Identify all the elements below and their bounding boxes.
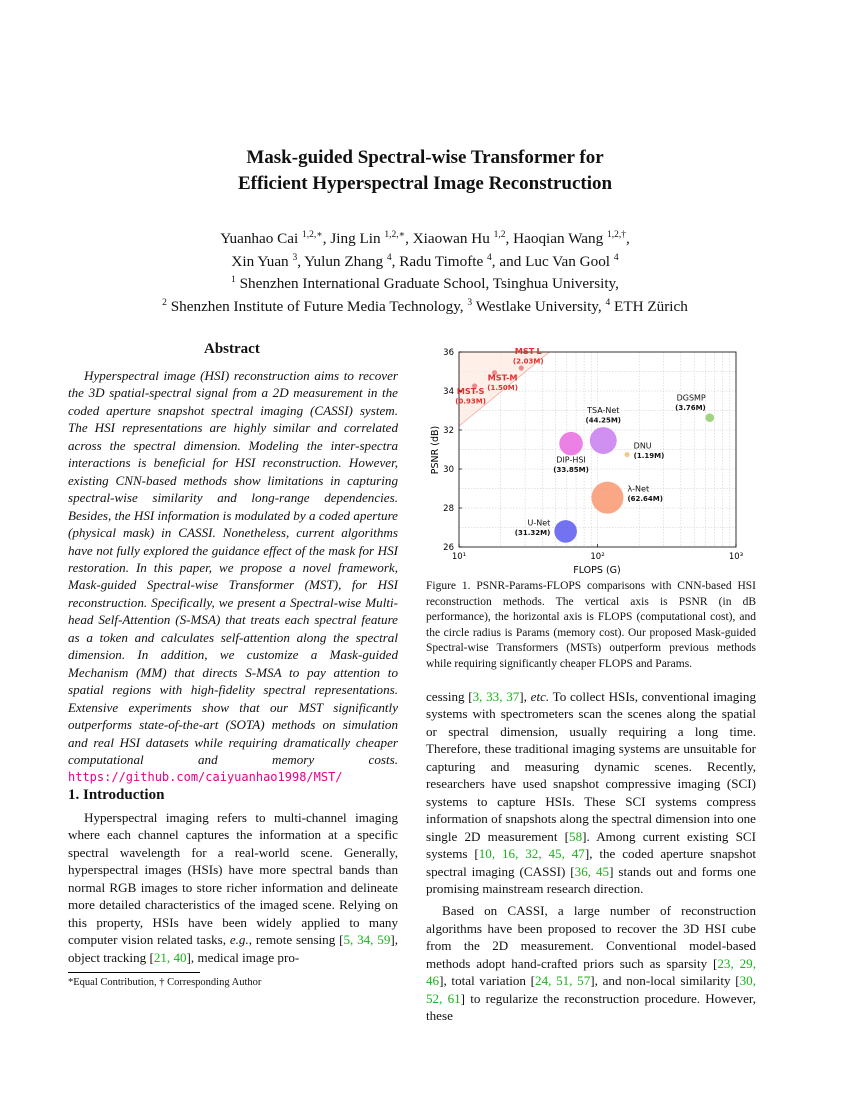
affil-sup: 2 <box>162 297 167 308</box>
citation-link[interactable]: 3, 33, 37 <box>472 689 520 704</box>
authors-line-1: Yuanhao Cai $^{1,2,∗}$, Jing Lin $^{1,2,∗}$, Xiaowan Hu $^{1,2}$, Haoqian Wang $^{1,2,\dagger}$, <box>220 230 630 248</box>
point-label-name: DGSMP <box>676 393 706 403</box>
point-label-params: (1.50M) <box>487 384 518 393</box>
citation-link[interactable]: 5, 34, 59 <box>343 932 391 948</box>
point-label-name: TSA-Net <box>587 406 620 416</box>
data-point--net <box>591 482 623 514</box>
author-sup: 4 <box>613 252 619 263</box>
citation-link[interactable]: 10, 16, 32, 45, 47 <box>478 846 585 862</box>
data-point-dip-hsi <box>559 432 583 456</box>
citation-link[interactable]: 23, 29, 46 <box>426 955 756 989</box>
y-tick-label: 28 <box>443 504 454 514</box>
figure-caption: Figure 1. PSNR-Params-FLOPS comparisons with CNN-based HSI reconstruction methods. The vertical axis is PSNR (in dB performance), the horizontal axis is FLOPS (computational cost), and the circle radius is Params (memory cost). Our proposed Mask-guided Spectral-wise Transformers (MSTs) outperform previous methods while requiring significantly cheaper FLOPS and Params. <box>426 580 756 670</box>
author-sup: 4 <box>487 252 492 263</box>
point-label-name: DNU <box>633 441 652 451</box>
title-line-2: Efficient Hyperspectral Image Reconstruction <box>237 173 613 194</box>
body-text: ], the coded aperture snapshot spectral imaging (CASSI) [ <box>426 846 757 879</box>
section-heading-introduction: 1. Introduction <box>68 787 165 803</box>
point-label-name: MST-L <box>514 345 542 356</box>
point-label-params: (0.93M) <box>455 397 486 406</box>
point-label-name: U-Net <box>527 518 551 528</box>
psnr-flops-chart <box>426 340 766 578</box>
intro-body <box>68 809 398 966</box>
author-sup: 1,2 <box>493 230 506 240</box>
code-link[interactable]: https://github.com/caiyuanhao1998/MST/ <box>68 770 343 785</box>
point-label-params: (3.76M) <box>675 404 706 413</box>
author-sup: 1,2,† <box>606 230 626 240</box>
citation-link[interactable]: 21, 40 <box>153 949 187 965</box>
point-label-name: MST-M <box>487 372 518 383</box>
point-label-params: (31.32M) <box>514 528 551 537</box>
author-sup: 4 <box>386 252 392 263</box>
abstract-text: Hyperspectral image (HSI) reconstruction aims to recover the 3D spatial-spectral signal from a 2D measurement in the coded aperture snapshot spectral imaging (CASSI) system. The HSI representations are highly similar and correlated across the spectral dimension. Modeling the inter-spectra interactions is beneficial for HSI reconstruction. However, existing CNN-based methods show limitations in capturing spectral-wise similarity and long-range dependencies. Besides, the HSI information is modulated by a coded aperture (physical mask) in CASSI. Nonetheless, current algorithms have not fully explored the guidance effect of the mask for HSI restoration. In this paper, we propose a novel framework, Mask-guided Spectral-wise Transformer (MST), for HSI reconstruction. Specifically, we present a Spectral-wise Multi-head Self-Attention (S-MSA) that treats each spectral feature as a token and calculates self-attention along the spectral dimension. In addition, we customize a Mask-guided Mechanism (MM) that directs S-MSA to pay attention to spatial regions with high-fidelity spectral representations. Extensive experiments show that our MST significantly outperforms state-of-the-art (SOTA) methods on simulation and real HSI datasets while requiring dramatically cheaper computational and memory costs. <box>68 368 398 767</box>
y-tick-label: 36 <box>443 348 454 358</box>
y-tick-label: 32 <box>443 426 454 436</box>
body-text: ], and non-local similarity [ <box>590 973 740 989</box>
citation-link[interactable]: 30, 52, 61 <box>426 973 756 1006</box>
y-tick-label: 34 <box>443 387 454 397</box>
citation-link[interactable]: 36, 45 <box>574 863 610 879</box>
author-sup: 1,2,∗ <box>302 230 323 240</box>
affil-sup: 3 <box>467 297 473 308</box>
abstract-body <box>68 367 398 787</box>
body-text: ], total variation [ <box>439 973 536 989</box>
intro-text: ], object tracking [ <box>68 932 399 965</box>
affiliation: Shenzhen Institute of Future Media Technology, <box>170 297 464 315</box>
author-name: Xin Yuan <box>231 252 289 270</box>
affiliation: Westlake University, <box>475 297 602 315</box>
affiliation: ETH Zürich <box>614 297 688 315</box>
footnote-divider <box>68 972 200 973</box>
body-text: ] stands out and forms one promising mainstream research direction. <box>426 863 756 896</box>
data-point-tsa-net <box>590 427 617 454</box>
point-label-name: MST-S <box>456 385 485 396</box>
data-point-dgsmp <box>705 413 714 422</box>
y-tick-label: 30 <box>443 465 454 475</box>
data-point-u-net <box>554 520 577 543</box>
citation-link[interactable]: 58 <box>569 828 583 844</box>
x-axis-label: FLOPS (G) <box>573 565 621 576</box>
intro-text: , remote sensing [ <box>248 932 344 948</box>
point-label-params: (1.19M) <box>633 452 665 461</box>
intro-text: Hyperspectral imaging refers to multi-channel imaging where each channel captures the information at a specific spectral wavelength for a real-world scene. Generally, hyperspectral images (HSIs) have more spectral bands than normal RGB images to store richer information and delineate more detailed characteristics of the imaged scene. Relying on this property, HSIs have been widely applied to many computer vision related tasks, <box>68 810 398 948</box>
body-text: ] to regularize the reconstruction procedure. However, these <box>426 990 757 1024</box>
author-name: and Luc Van Gool <box>499 252 611 270</box>
author-sup: 3 <box>292 252 298 263</box>
author-name: Jing Lin <box>330 230 381 248</box>
author-name: Xiaowan Hu <box>412 230 490 248</box>
x-tick-label: 10¹ <box>451 552 467 562</box>
intro-text: ], medical image pro- <box>186 949 300 965</box>
author-name: Haoqian Wang <box>513 230 604 248</box>
footnote: *Equal Contribution, † Corresponding Author <box>68 977 262 988</box>
authors-block <box>0 226 850 316</box>
body-text: cessing [ <box>426 689 473 704</box>
affiliation-line-2 <box>0 294 850 317</box>
authors-line-2: Xin Yuan $^3$, Yulun Zhang $^4$, Radu Timofte $^4$, and Luc Van Gool $^4$ <box>231 252 619 270</box>
point-label-params: (33.85M) <box>553 465 589 474</box>
citation-link[interactable]: 24, 51, 57 <box>535 973 591 989</box>
right-column-body <box>426 688 756 1025</box>
point-label-params: (2.03M) <box>512 357 544 366</box>
data-point-dnu <box>624 452 629 457</box>
intro-emph: e.g. <box>229 932 249 948</box>
point-label-name: DIP-HSI <box>556 455 586 465</box>
affil-sup: 4 <box>605 297 611 308</box>
author-name: Yulun Zhang <box>304 252 384 270</box>
paper-title <box>0 145 850 197</box>
body-text: Based on CASSI, a large number of reconstruction algorithms have been proposed to recover the 3D HSI cube from the 2D measurement. Conventional model-based methods adopt hand-crafted priors such as sparsity [ <box>426 903 756 971</box>
y-axis-label: PSNR (dB) <box>430 425 441 475</box>
x-tick-label: 10² <box>590 552 605 562</box>
affiliation-line-1 <box>0 271 850 294</box>
abstract-heading: Abstract <box>204 341 260 357</box>
point-label-name: λ-Net <box>627 484 650 494</box>
body-text: ]. Among current existing SCI systems [ <box>426 828 757 862</box>
title-line-1: Mask-guided Spectral-wise Transformer for <box>246 147 604 168</box>
point-label-params: (44.25M) <box>585 416 622 425</box>
author-name: Radu Timofte <box>399 252 484 270</box>
author-name: Yuanhao Cai <box>220 230 299 248</box>
affil-sup: 1 <box>231 275 236 286</box>
y-tick-label: 26 <box>443 543 454 553</box>
author-sup: 1,2,∗ <box>384 230 406 240</box>
data-point-mst-l <box>519 365 524 370</box>
body-emph: etc. <box>530 689 550 704</box>
x-tick-label: 10³ <box>728 552 744 562</box>
point-label-params: (62.64M) <box>627 495 663 504</box>
body-text: ], <box>519 689 531 704</box>
affiliation: Shenzhen International Graduate School, Tsinghua University, <box>239 275 619 293</box>
body-text: To collect HSIs, conventional imaging systems with spectrometers scan the scenes along the spatial or spectral dimension, usually requiring a long time. Therefore, these traditional imaging systems are unsuitable for capturing and measuring dynamic scenes. Recently, researchers have used snapshot compressive imaging (SCI) systems to capture HSIs. These SCI systems compress information of snapshots along the spectral dimension into one single 2D measurement [ <box>426 689 756 844</box>
